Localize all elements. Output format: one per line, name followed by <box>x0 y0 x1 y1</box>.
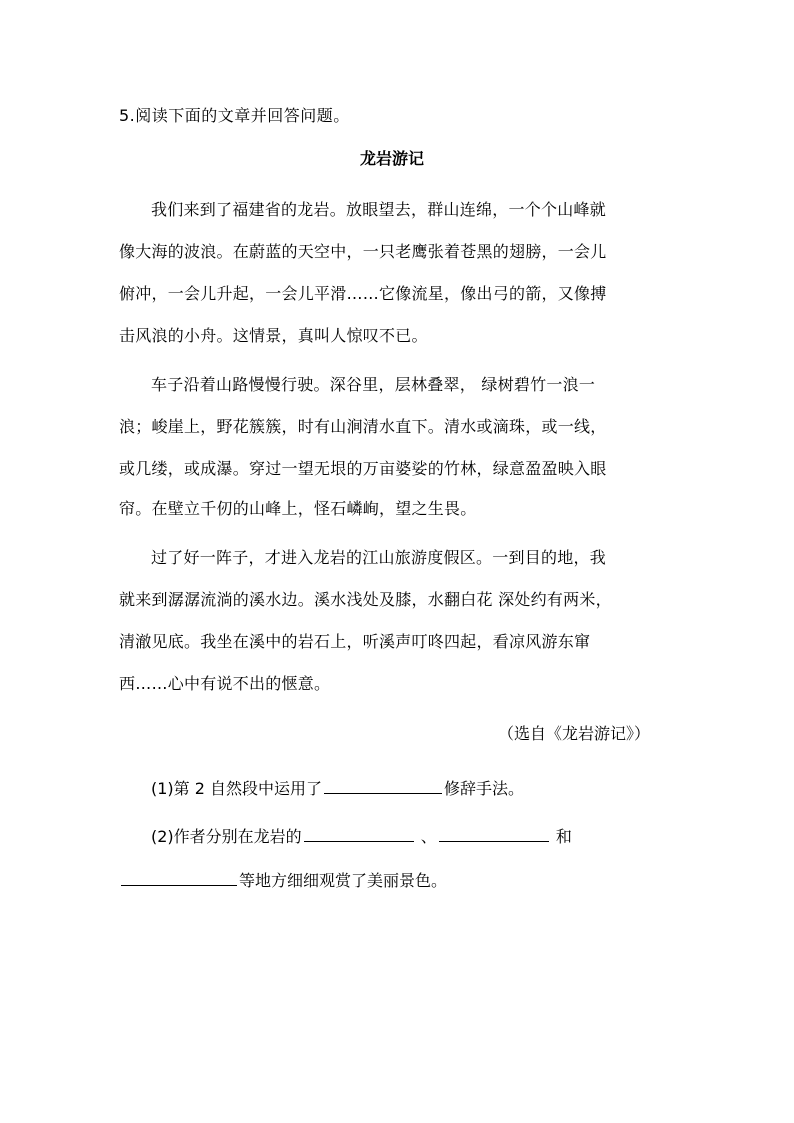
paragraph-2-line-1: 车子沿着山路慢慢行驶。深谷里，层林叠翠， 绿树碧竹一浪一 <box>151 375 596 394</box>
question-2-answer-blank-1[interactable] <box>304 823 414 842</box>
paragraph-3-line-2: 就来到潺潺流淌的溪水边。溪水浅处及膝，水翻白花 深处约有两米， <box>119 590 612 609</box>
question-2-separator: 、 <box>415 827 437 846</box>
paragraph-3-line-4: 西……心中有说不出的惬意。 <box>119 674 331 693</box>
question-2-prompt: (2)作者分别在龙岩的 <box>151 827 302 846</box>
question-2-answer-blank-3[interactable] <box>121 867 237 886</box>
paragraph-1-line-2: 像大海的波浪。在蔚蓝的天空中，一只老鹰张着苍黑的翅膀，一会儿 <box>119 242 607 261</box>
paragraph-3-line-3: 清澈见底。我坐在溪中的岩石上，听溪声叮咚四起，看凉风游东窜 <box>119 632 591 651</box>
question-1 <box>151 775 524 799</box>
question-1-answer-blank[interactable] <box>324 775 442 794</box>
question-1-prompt: (1)第 2 自然段中运用了 <box>151 779 323 798</box>
question-2-line-1 <box>151 823 572 847</box>
paragraph-2-line-2: 浪；峻崖上，野花簇簇，时有山涧清水直下。清水或滴珠，或一线， <box>119 417 607 436</box>
question-2-line-2 <box>119 867 447 891</box>
article-title: 龙岩游记 <box>360 149 425 168</box>
question-2-answer-blank-2[interactable] <box>439 823 549 842</box>
paragraph-1-line-1: 我们来到了福建省的龙岩。放眼望去，群山连绵，一个个山峰就 <box>151 200 607 219</box>
paragraph-1-line-4: 击风浪的小舟。这情景，真叫人惊叹不已。 <box>119 326 428 345</box>
question-2-suffix: 等地方细细观赏了美丽景色。 <box>239 871 448 890</box>
article-source: （选自《龙岩游记》） <box>498 724 651 743</box>
paragraph-3-line-1: 过了好一阵子，才进入龙岩的江山旅游度假区。一到目的地，我 <box>151 548 607 567</box>
question-heading: 5.阅读下面的文章并回答问题。 <box>119 106 350 125</box>
question-2-and: 和 <box>550 827 572 846</box>
paragraph-2-line-4: 帘。在壁立千仞的山峰上，怪石嶙峋，望之生畏。 <box>119 499 477 518</box>
paragraph-2-line-3: 或几缕，或成瀑。穿过一望无垠的万亩婆娑的竹林，绿意盈盈映入眼 <box>119 459 607 478</box>
paragraph-1-line-3: 俯冲，一会儿升起，一会儿平滑……它像流星，像出弓的箭，又像搏 <box>119 284 607 303</box>
question-1-suffix: 修辞手法。 <box>444 779 525 798</box>
